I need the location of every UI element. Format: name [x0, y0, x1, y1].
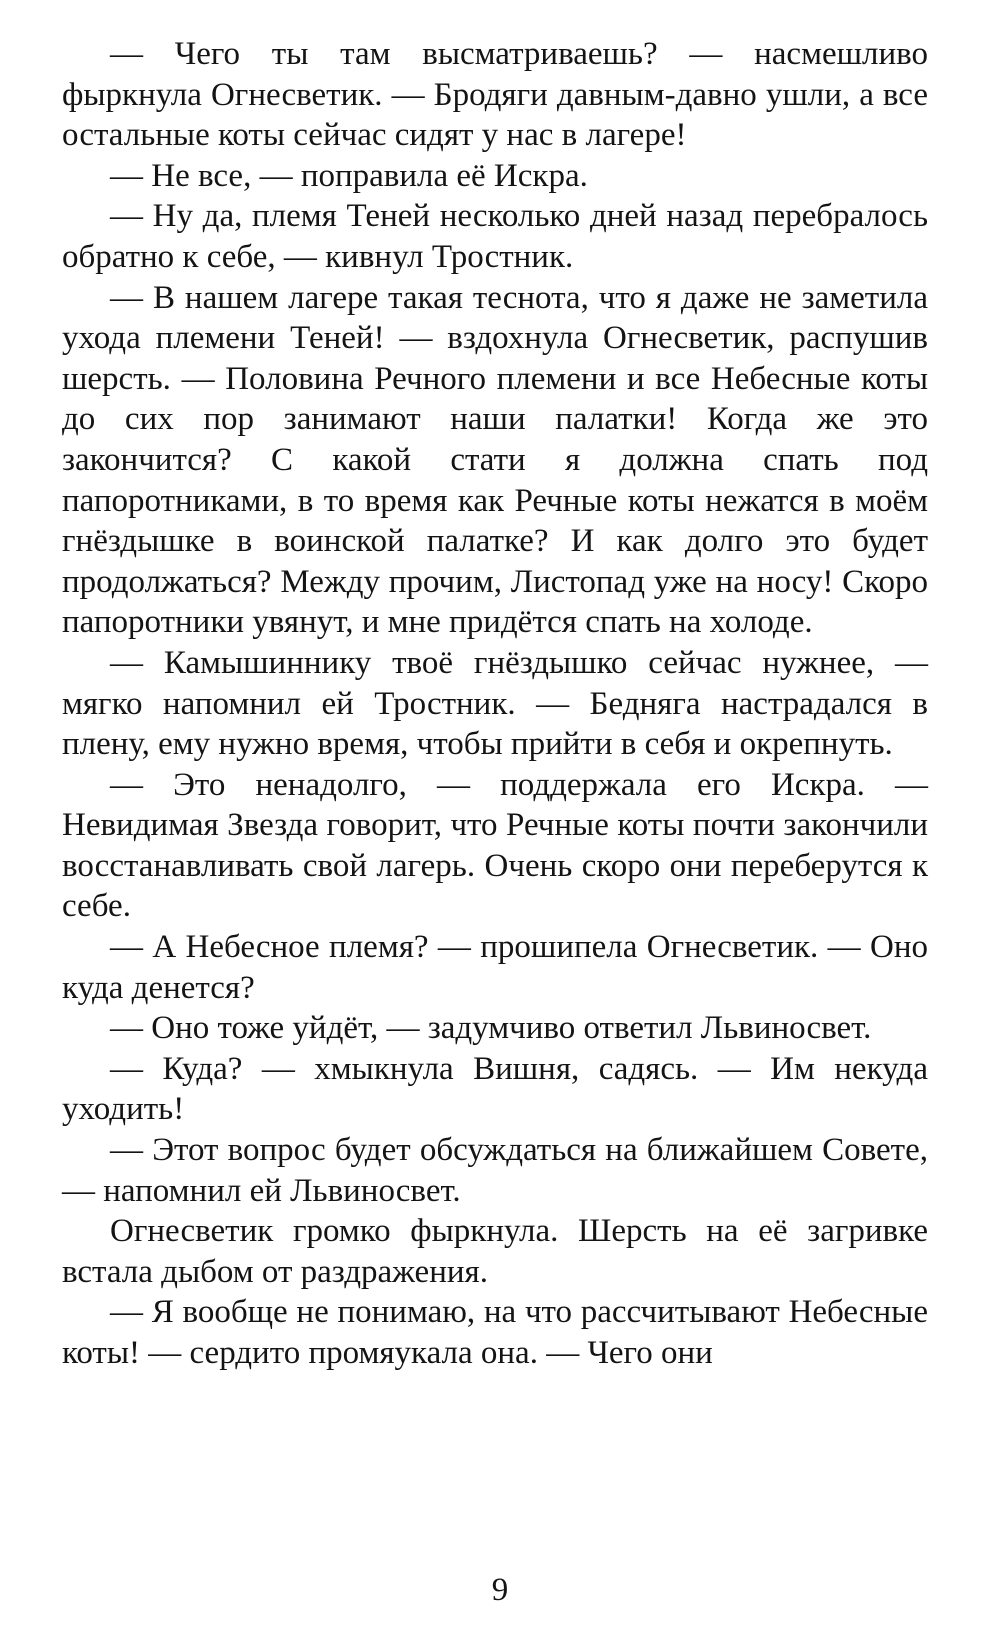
paragraph-1: — Чего ты там высматриваешь? — насмешливо фыркнула Огнесветик. — Бродяги давным-давно ушли, а все остальные коты сейчас сидят у нас в лагере! [62, 36, 928, 154]
paragraph-5: — Камышиннику твоё гнёздышко сейчас нужнее, — мягко напомнил ей Тростник. — Бедняга настрадался в плену, ему нужно время, чтобы прийти в себя и окрепнуть. [62, 644, 928, 763]
page-text [62, 34, 928, 1374]
paragraph-10: — Этот вопрос будет обсуждаться на ближайшем Совете, — напомнил ей Львиносвет. [62, 1132, 928, 1209]
paragraph-12: — Я вообще не понимаю, на что рассчитывают Небесные коты! — сердито промяукала она. — Чего они [62, 1294, 928, 1371]
paragraph-2: — Не все, — поправила её Искра. [110, 157, 588, 194]
paragraph-9: — Куда? — хмыкнула Вишня, садясь. — Им некуда уходить! [62, 1050, 928, 1128]
paragraph-8: — Оно тоже уйдёт, — задумчиво ответил Львиносвет. [110, 1010, 872, 1047]
paragraph-11: Огнесветик громко фыркнула. Шерсть на её загривке встала дыбом от раздражения. [62, 1213, 928, 1290]
page-number: 9 [491, 1572, 509, 1608]
paragraph-4: — В нашем лагере такая теснота, что я даже не заметила ухода племени Теней! — вздохнула Огнесветик, распушив шерсть. — Половина Речного племени и все Небесные коты до сих пор занимают наши палатки! Когда же это закончится? С какой стати я должна спать под папоротниками, в то время как Речные коты нежатся в моём гнёздышке в воинской палатке? И как долго это будет продолжаться? Между прочим, Листопад уже на носу! Скоро папоротники увянут, и мне придётся спать на холоде. [62, 279, 928, 641]
paragraph-7: — А Небесное племя? — прошипела Огнесветик. — Оно куда денется? [62, 929, 928, 1006]
paragraph-6: — Это ненадолго, — поддержала его Искра. — Невидимая Звезда говорит, что Речные коты почти закончили восстанавливать свой лагерь. Очень скоро они переберутся к себе. [62, 766, 928, 925]
paragraph-3: — Ну да, племя Теней несколько дней назад перебралось обратно к себе, — кивнул Тростник. [62, 198, 928, 275]
